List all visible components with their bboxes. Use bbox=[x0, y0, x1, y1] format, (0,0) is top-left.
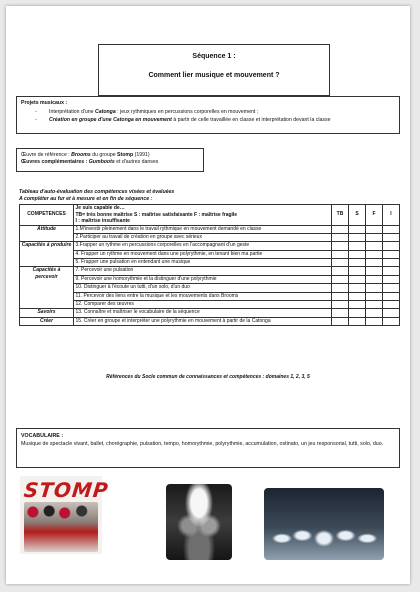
projets-box bbox=[16, 96, 400, 134]
level-cell[interactable] bbox=[383, 259, 400, 267]
table-row bbox=[20, 309, 400, 317]
level-cell[interactable] bbox=[366, 259, 383, 267]
level-cell[interactable] bbox=[349, 284, 366, 292]
competence-cell: 5. Frapper une pulsation en entendant une musique bbox=[74, 259, 332, 267]
table-row bbox=[20, 292, 400, 300]
level-tb-header: TB bbox=[332, 205, 349, 226]
level-cell[interactable] bbox=[383, 301, 400, 309]
level-cell[interactable] bbox=[332, 292, 349, 300]
level-cell[interactable] bbox=[332, 301, 349, 309]
competence-cell: 13. Connaître et maîtriser le vocabulaire de la séquence bbox=[74, 309, 332, 317]
level-cell[interactable] bbox=[349, 292, 366, 300]
gumboots-dance-image bbox=[166, 484, 232, 560]
competence-cell: 12. Comparer des œuvres bbox=[74, 301, 332, 309]
level-cell[interactable] bbox=[332, 259, 349, 267]
title-box bbox=[98, 44, 330, 96]
table-row bbox=[20, 259, 400, 267]
level-cell[interactable] bbox=[383, 250, 400, 258]
stomp-poster-image bbox=[20, 476, 110, 554]
table-row bbox=[20, 250, 400, 258]
level-cell[interactable] bbox=[349, 301, 366, 309]
vocabulaire-text: Musique de spectacle vivant, ballet, chorégraphie, pulsation, tempo, homorythmie, polyrythmie, accumulation, ostinato, un jeu responsorial, tutti, solo, duo. bbox=[21, 441, 384, 447]
ballet-image bbox=[264, 488, 384, 560]
reference-box bbox=[16, 148, 204, 172]
level-cell[interactable] bbox=[349, 267, 366, 275]
table-header-row bbox=[20, 205, 400, 226]
table-row bbox=[20, 267, 400, 275]
vocabulaire-heading: VOCABULAIRE : bbox=[21, 433, 64, 439]
level-cell[interactable] bbox=[383, 242, 400, 250]
competence-cell: 3.Frapper un rythme en percussions corporelles en l'accompagnant d'un geste bbox=[74, 242, 332, 250]
level-cell[interactable] bbox=[366, 309, 383, 317]
table-row bbox=[20, 284, 400, 292]
competence-cell: 2.Participer au travail de création en groupe avec sérieux bbox=[74, 233, 332, 241]
table-row bbox=[20, 242, 400, 250]
competence-cell: 7. Percevoir une pulsation bbox=[74, 267, 332, 275]
level-cell[interactable] bbox=[349, 250, 366, 258]
level-cell[interactable] bbox=[349, 309, 366, 317]
level-cell[interactable] bbox=[366, 250, 383, 258]
level-cell[interactable] bbox=[332, 242, 349, 250]
vocabulaire-box bbox=[16, 428, 400, 468]
level-cell[interactable] bbox=[383, 317, 400, 325]
capable-header: Je suis capable de… TB= très bonne maîtrise S : maîtrise satisfaisante F : maîtrise fragile I : maîtrise insuffisante bbox=[74, 205, 332, 226]
table-row bbox=[20, 233, 400, 241]
category-cell: Capacités à percevoir bbox=[20, 267, 74, 309]
document-page bbox=[6, 6, 410, 584]
level-cell[interactable] bbox=[366, 233, 383, 241]
level-s-header: S bbox=[349, 205, 366, 226]
level-cell[interactable] bbox=[349, 233, 366, 241]
level-cell[interactable] bbox=[383, 309, 400, 317]
stomp-performers bbox=[24, 502, 98, 552]
level-cell[interactable] bbox=[366, 267, 383, 275]
level-cell[interactable] bbox=[366, 275, 383, 283]
level-cell[interactable] bbox=[332, 309, 349, 317]
level-cell[interactable] bbox=[383, 225, 400, 233]
table-row bbox=[20, 317, 400, 325]
level-cell[interactable] bbox=[366, 301, 383, 309]
level-cell[interactable] bbox=[383, 267, 400, 275]
level-cell[interactable] bbox=[383, 284, 400, 292]
table-intro: Tableau d'auto-évaluation des compétences visées et évaluées A compléter au fur et à mesure et en fin de séquence : bbox=[19, 189, 175, 202]
competences-table bbox=[19, 204, 400, 326]
competence-cell: 4. Frapper un rythme en mouvement dans une polyrythmie, en tenant bien ma partie bbox=[74, 250, 332, 258]
projets-heading: Projets musicaux : bbox=[21, 100, 68, 106]
level-f-header: F bbox=[366, 205, 383, 226]
category-cell: Attitude bbox=[20, 225, 74, 242]
table-row bbox=[20, 275, 400, 283]
level-cell[interactable] bbox=[366, 225, 383, 233]
level-cell[interactable] bbox=[332, 317, 349, 325]
level-cell[interactable] bbox=[349, 259, 366, 267]
level-cell[interactable] bbox=[332, 284, 349, 292]
level-cell[interactable] bbox=[366, 317, 383, 325]
reference-line-1: Œuvre de référence : Brooms du groupe Stomp (1991) bbox=[21, 152, 150, 158]
level-cell[interactable] bbox=[332, 225, 349, 233]
table-row bbox=[20, 225, 400, 233]
stomp-logo: STOMP bbox=[22, 478, 110, 502]
reference-line-2: Œuvres complémentaires : Gumboots et d'autres danses bbox=[21, 159, 159, 165]
level-cell[interactable] bbox=[332, 275, 349, 283]
category-cell: Créer bbox=[20, 317, 74, 325]
competence-cell: 15. Créer en groupe et interpréter une polyrythmie en mouvement à partir de la Catonga bbox=[74, 317, 332, 325]
socle-references: Références du Socle commun de connaissances et compétences : domaines 1, 2, 3, 5 bbox=[106, 374, 310, 380]
competence-cell: 9. Percevoir une homorythmie et la distinguer d'une polyrythmie bbox=[74, 275, 332, 283]
competence-cell: 11. Percevoir des liens entre la musique et les mouvements dans Brooms bbox=[74, 292, 332, 300]
level-cell[interactable] bbox=[349, 225, 366, 233]
level-cell[interactable] bbox=[332, 233, 349, 241]
level-cell[interactable] bbox=[366, 284, 383, 292]
level-cell[interactable] bbox=[383, 292, 400, 300]
level-cell[interactable] bbox=[349, 242, 366, 250]
competence-cell: 10. Distinguer à l'écoute un tutti, d'un solo, d'un duo bbox=[74, 284, 332, 292]
level-cell[interactable] bbox=[383, 275, 400, 283]
sequence-question: Comment lier musique et mouvement ? bbox=[148, 72, 280, 79]
level-cell[interactable] bbox=[332, 267, 349, 275]
competence-cell: 1.M'investir pleinement dans le travail rythmique en mouvement demandé en classe bbox=[74, 225, 332, 233]
projet-item-2: - Création en groupe d'une Catonga en mouvement à partir de celle travaillée en classe et interprétation devant la classe bbox=[35, 117, 331, 123]
category-cell: Savoirs bbox=[20, 309, 74, 317]
level-cell[interactable] bbox=[366, 292, 383, 300]
table-row bbox=[20, 301, 400, 309]
projet-item-1: - Interprétation d'une Catonga : jeux rythmiques en percussions corporelles en mouvement ; bbox=[35, 109, 259, 115]
level-i-header: I bbox=[383, 205, 400, 226]
level-cell[interactable] bbox=[383, 233, 400, 241]
competences-header: COMPETENCES bbox=[20, 205, 74, 226]
level-cell[interactable] bbox=[349, 275, 366, 283]
category-cell: Capacités à produire bbox=[20, 242, 74, 267]
level-cell[interactable] bbox=[349, 317, 366, 325]
level-cell[interactable] bbox=[332, 250, 349, 258]
level-cell[interactable] bbox=[366, 242, 383, 250]
sequence-title: Séquence 1 : bbox=[192, 53, 236, 60]
